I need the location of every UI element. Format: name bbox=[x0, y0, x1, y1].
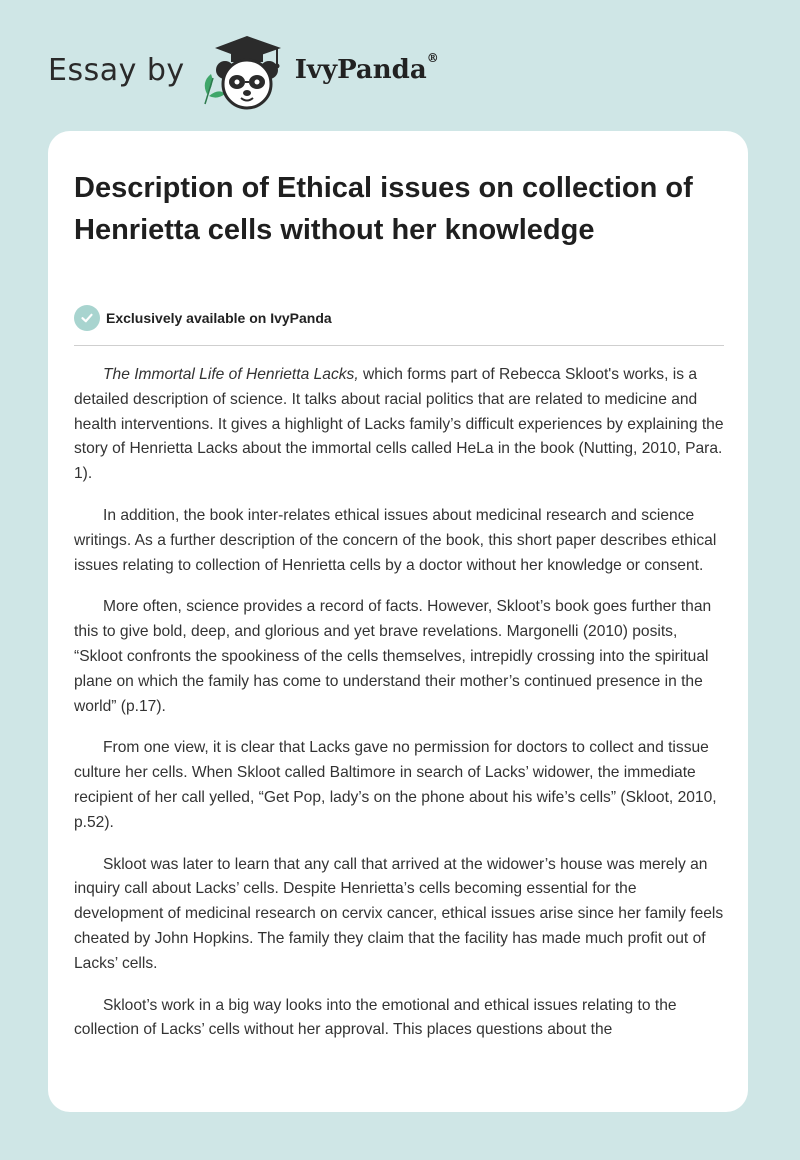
divider bbox=[74, 345, 724, 346]
exclusive-badge bbox=[74, 305, 332, 331]
page-title: Description of Ethical issues on collection of Henrietta cells without her knowledge bbox=[74, 172, 693, 246]
essay-card bbox=[48, 131, 748, 1112]
site-header bbox=[48, 30, 439, 110]
essay-by-label: Essay by bbox=[48, 52, 185, 88]
exclusive-label: Exclusively available on IvyPanda bbox=[106, 310, 332, 326]
paragraph: Skloot was later to learn that any call that arrived at the widower’s house was merely an inquiry call about Lacks’ cells. Despite Henrietta’s cells becoming essential for the development of medicinal research on cervix cancer, ethical issues arise since her family feels cheated by John Hopkins. The family they claim that the facility has made much profit out of Lacks’ cells. bbox=[74, 855, 724, 972]
leaf-icon bbox=[204, 74, 224, 104]
paragraph: Skloot’s work in a big way looks into the emotional and ethical issues relating to the collection of Lacks’ cells without her approval. This places questions about the bbox=[74, 996, 677, 1039]
checkmark-icon bbox=[74, 305, 100, 331]
paragraph: The Immortal Life of Henrietta Lacks, which forms part of Rebecca Skloot's works, is a detailed description of science. It talks about racial politics that are related to medicine and health interventions. It gives a highlight of Lacks family’s difficult experiences by explaining the story of Henrietta Lacks about the immortal cells called HeLa in the book (Nutting, 2010, Para. 1). bbox=[74, 366, 724, 483]
book-title: The Immortal Life of Henrietta Lacks, bbox=[103, 366, 359, 383]
essay-body bbox=[74, 363, 724, 1060]
paragraph: More often, science provides a record of facts. However, Skloot’s book goes further than this to give bold, deep, and glorious and yet brave revelations. Margonelli (2010) posits, “Skloot confronts the spookiness of the cells themselves, intrepidly crossing into the spiritual plane on which the family has come to understand their mother’s continued presence in the world” (p.17). bbox=[74, 598, 712, 715]
panda-logo-icon[interactable] bbox=[197, 30, 289, 110]
paragraph: From one view, it is clear that Lacks gave no permission for doctors to collect and tissue culture her cells. When Skloot called Baltimore in search of Lacks’ widower, the immediate recipient of her call yelled, “Get Pop, lady’s on the phone about his wife’s cells” (Skloot, 2010, p.52). bbox=[74, 739, 717, 831]
brand-name[interactable]: IvyPanda® bbox=[294, 51, 439, 85]
paragraph: In addition, the book inter-relates ethical issues about medicinal research and science writings. As a further description of the concern of the book, this short paper describes ethical issues relating to collection of Henrietta cells by a doctor without her knowledge or consent. bbox=[74, 506, 717, 574]
